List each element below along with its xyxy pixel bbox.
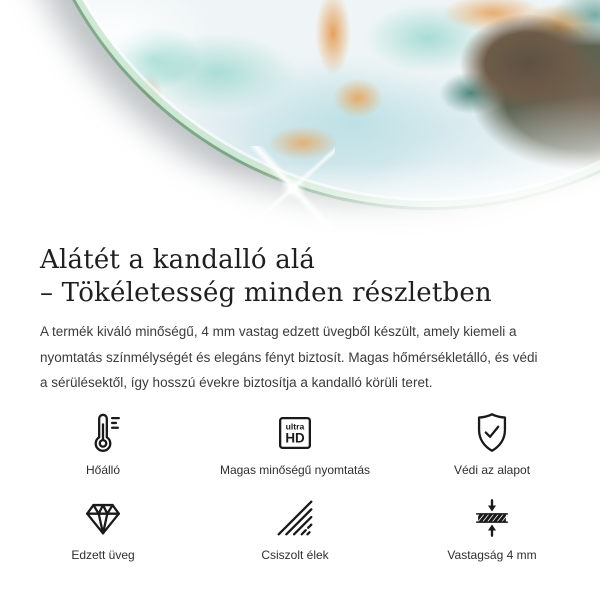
diamond-icon — [80, 495, 126, 541]
page-title-line2: – Tökéletesség minden részletben — [40, 278, 492, 308]
feature-print-quality — [166, 410, 424, 477]
feature-label: Vastagság 4 mm — [447, 547, 537, 562]
glass-disc-image — [20, 0, 600, 210]
feature-label: Edzett üveg — [71, 547, 135, 562]
page-title — [40, 244, 560, 310]
ultra-hd-icon-text-top: ultra — [285, 421, 305, 432]
polished-edges-icon — [272, 495, 318, 541]
feature-protects-base — [424, 410, 560, 477]
feature-tempered-glass — [40, 495, 166, 562]
page-title-line1: Alátét a kandalló alá — [40, 245, 316, 275]
feature-label: Védi az alapot — [453, 462, 531, 477]
thermometer-icon — [80, 410, 126, 456]
shield-check-icon — [469, 410, 515, 456]
feature-heat-resistant — [40, 410, 166, 477]
feature-grid — [40, 410, 560, 562]
feature-thickness — [424, 495, 560, 562]
feature-label: Hőálló — [85, 462, 121, 477]
ultra-hd-icon — [272, 410, 318, 456]
feature-label: Csiszolt élek — [261, 547, 329, 562]
feature-polished-edges — [166, 495, 424, 562]
product-description-section — [0, 244, 600, 562]
feature-label: Magas minőségű nyomtatás — [219, 462, 371, 477]
product-description-text: A termék kiváló minőségű, 4 mm vastag edzett üvegből készült, amely kiemeli a nyomtatás színmélységét és elegáns fényt biztosít. Magas hőmérsékletálló, és védi a sérülésektől, így hosszú évekre biztosítja a kandalló körüli teret. — [40, 324, 538, 390]
ultra-hd-icon-text-bottom: HD — [285, 430, 305, 446]
product-hero — [0, 0, 600, 240]
thickness-icon — [469, 495, 515, 541]
